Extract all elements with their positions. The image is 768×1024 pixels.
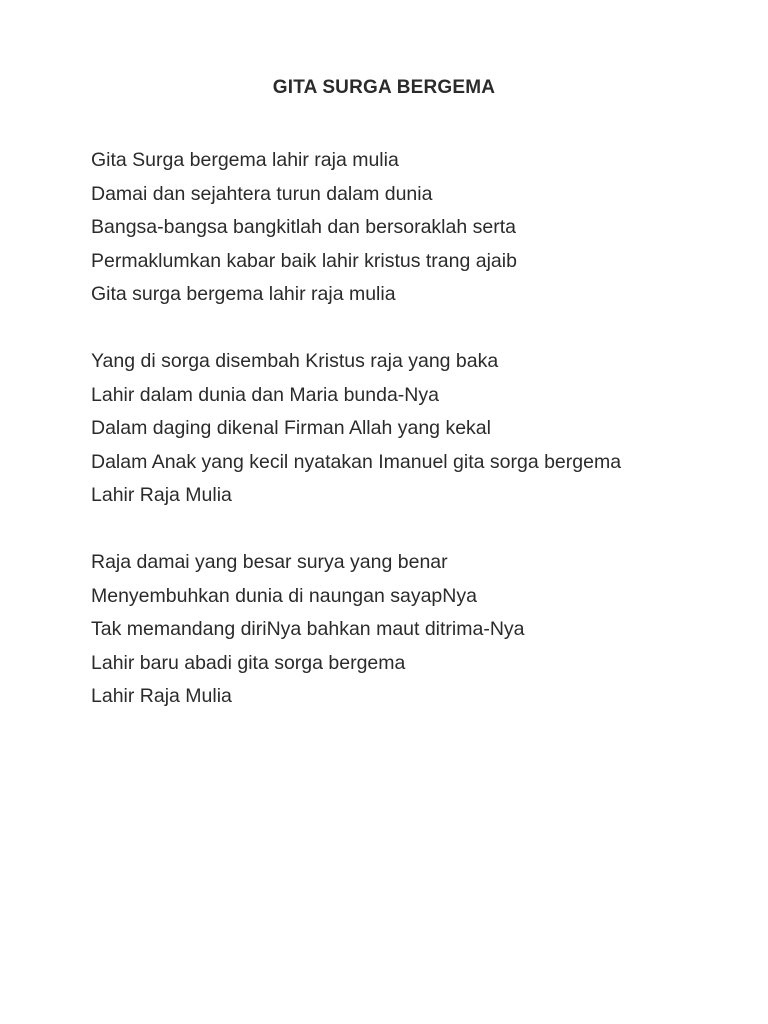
lyric-line: Raja damai yang besar surya yang benar [91, 551, 448, 573]
lyric-line: Lahir baru abadi gita sorga bergema [91, 651, 406, 674]
lyric-line: Lahir Raja Mulia [91, 484, 232, 507]
lyric-line: Bangsa-bangsa bangkitlah dan bersoraklah serta [91, 216, 516, 239]
lyric-line: Tak memandang diriNya bahkan maut ditrima-Nya [91, 618, 525, 641]
lyric-line: Damai dan sejahtera turun dalam dunia [91, 182, 433, 205]
lyric-line: Menyembuhkan dunia di naungan sayapNya [91, 584, 477, 607]
lyric-line: Dalam Anak yang kecil nyatakan Imanuel gita sorga bergema [91, 450, 622, 473]
lyric-line: Lahir Raja Mulia [91, 685, 232, 708]
lyric-line: Gita Surga bergema lahir raja mulia [91, 149, 399, 171]
lyric-line: Yang di sorga disembah Kristus raja yang baka [91, 350, 499, 372]
lyric-line: Dalam daging dikenal Firman Allah yang kekal [91, 417, 491, 440]
lyric-line: Permaklumkan kabar baik lahir kristus trang ajaib [91, 249, 517, 272]
lyric-line: Lahir dalam dunia dan Maria bunda-Nya [91, 383, 439, 406]
song-title: GITA SURGA BERGEMA [272, 77, 496, 98]
stanza-2 [91, 345, 621, 513]
stanza-3 [91, 546, 525, 714]
lyric-line: Gita surga bergema lahir raja mulia [91, 283, 396, 306]
stanza-1 [91, 144, 517, 312]
